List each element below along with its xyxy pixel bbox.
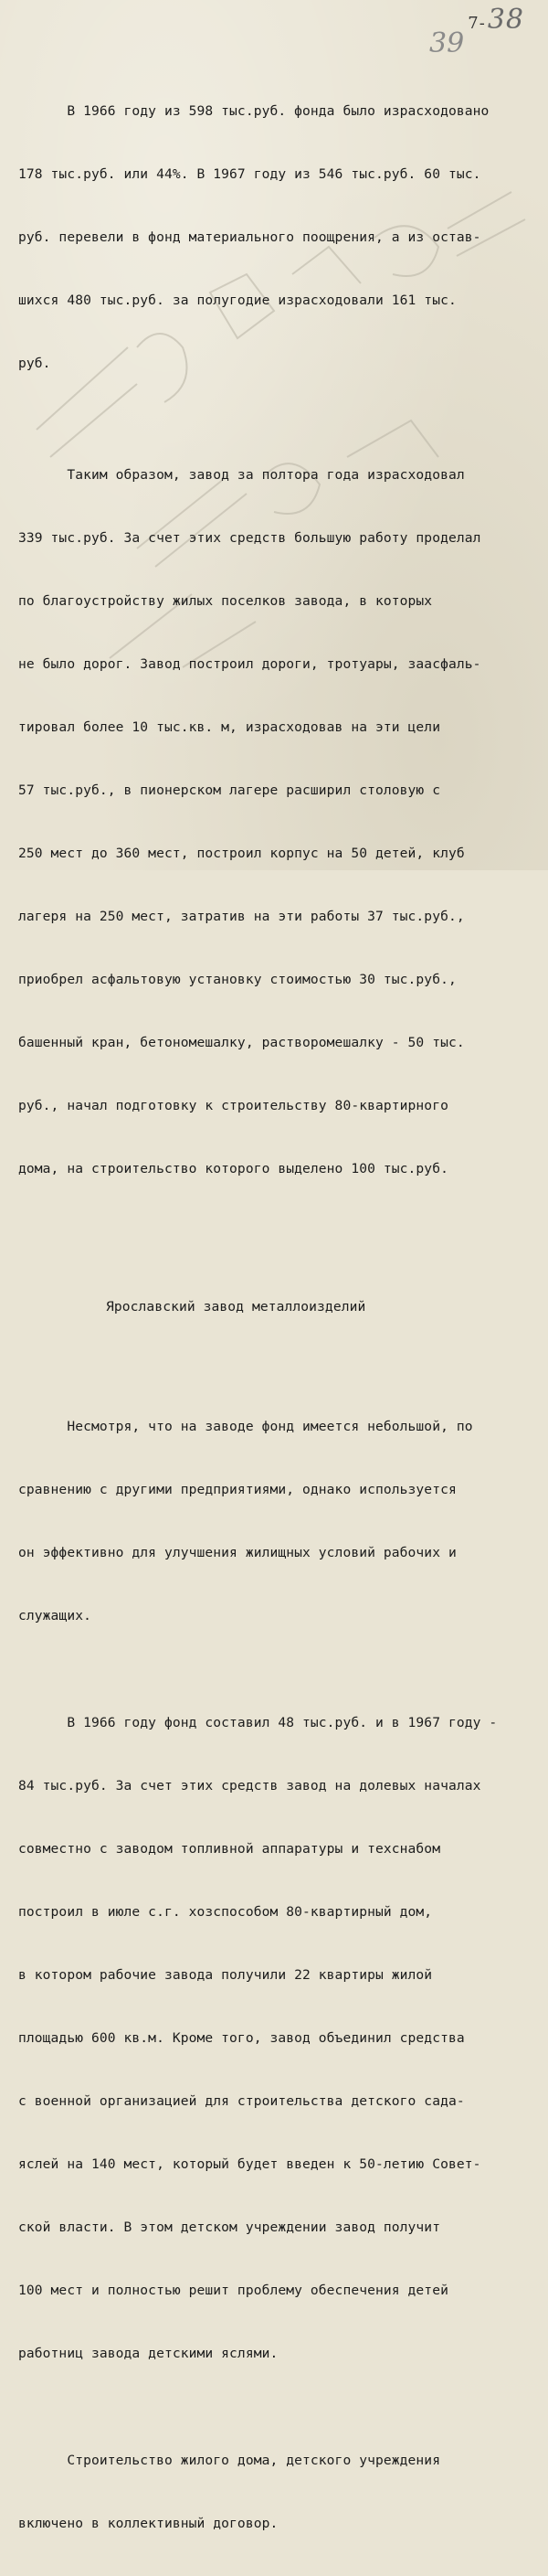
paragraph-4-line: построил в июле с.г. хозспособом 80-квартирный дом,: [18, 1904, 433, 1920]
paragraph-4-line: 100 мест и полностью решит проблему обеспечения детей: [18, 2283, 448, 2298]
paragraph-5-line: включено в коллективный договор.: [18, 2516, 279, 2531]
paragraph-4-line: совместно с заводом топливной аппаратуры и техснабом: [18, 1841, 441, 1857]
paragraph-2-line: 339 тыс.руб. За счет этих средств большую работу проделал: [18, 530, 481, 546]
paragraph-4-line: В 1966 году фонд составил 48 тыс.руб. и в 1967 году -: [18, 1715, 498, 1730]
page-number-prefix: 7-: [468, 14, 486, 33]
paragraph-2-line: по благоустройству жилых поселков завода, в которых: [18, 593, 433, 609]
paragraph-4-line: работниц завода детскими яслями.: [18, 2346, 279, 2361]
paragraph-1-line: руб.: [18, 356, 51, 371]
page-number-value: 38: [487, 4, 524, 36]
paragraph-spacer: [18, 2406, 546, 2408]
paragraph-4-line: 84 тыс.руб. За счет этих средств завод на долевых началах: [18, 1778, 481, 1794]
paragraph-2-line: башенный кран, бетономешалку, растворомешалку - 50 тыс.: [18, 1035, 465, 1050]
paragraph-2-line: приобрел асфальтовую установку стоимостью 30 тыс.руб.,: [18, 972, 457, 987]
paragraph-5-line: Строительство жилого дома, детского учреждения: [18, 2453, 441, 2468]
paragraph-4-line: в котором рабочие завода получили 22 квартиры жилой: [18, 1967, 433, 1983]
paragraph-2-line: лагеря на 250 мест, затратив на эти работы 37 тыс.руб.,: [18, 909, 465, 924]
paragraph-1-line: В 1966 году из 598 тыс.руб. фонда было израсходовано: [18, 103, 490, 119]
paragraph-4-line: яслей на 140 мест, который будет введен к 50-летию Совет-: [18, 2156, 481, 2172]
section-spacer: [18, 1359, 546, 1374]
paragraph-1-line: руб. перевели в фонд материального поощрения, а из остав-: [18, 229, 481, 245]
old-page-number: 39: [429, 27, 465, 59]
paragraph-spacer: [18, 1668, 546, 1670]
paragraph-4-line: с военной организацией для строительства детского сада-: [18, 2093, 465, 2109]
paragraph-2-line: дома, на строительство которого выделено 100 тыс.руб.: [18, 1161, 448, 1176]
paragraph-2-line: руб., начал подготовку к строительству 80-квартирного: [18, 1098, 448, 1113]
paragraph-2-line: Таким образом, завод за полтора года израсходовал: [18, 467, 465, 483]
paragraph-2-line: 250 мест до 360 мест, построил корпус на 50 детей, клуб: [18, 846, 465, 861]
paragraph-2-line: не было дорог. Завод построил дороги, тротуары, заасфаль-: [18, 656, 481, 672]
paragraph-1-line: шихся 480 тыс.руб. за полугодие израсходовали 161 тыс.: [18, 293, 457, 308]
paragraph-2-line: тировал более 10 тыс.кв. м, израсходовав на эти цели: [18, 719, 441, 735]
paragraph-1-line: 178 тыс.руб. или 44%. В 1967 году из 546 тыс.руб. 60 тыс.: [18, 166, 481, 182]
paragraph-3-line: он эффективно для улучшения жилищных условий рабочих и: [18, 1545, 457, 1560]
paragraph-spacer: [18, 416, 546, 422]
paragraph-3-line: служащих.: [18, 1608, 91, 1623]
document-body: [18, 59, 546, 2576]
paragraph-3-line: Несмотря, что на заводе фонд имеется небольшой, по: [18, 1419, 473, 1434]
section-spacer: [18, 1221, 546, 1254]
section-heading: Ярославский завод металлоизделий: [106, 1299, 366, 1315]
paragraph-4-line: площадью 600 кв.м. Кроме того, завод объединил средства: [18, 2030, 465, 2046]
paragraph-2-line: 57 тыс.руб., в пионерском лагере расширил столовую с: [18, 782, 441, 798]
paragraph-4-line: ской власти. В этом детском учреждении завод получит: [18, 2219, 441, 2235]
paragraph-3-line: сравнению с другими предприятиями, однако используется: [18, 1482, 457, 1497]
page-number: [468, 4, 524, 36]
